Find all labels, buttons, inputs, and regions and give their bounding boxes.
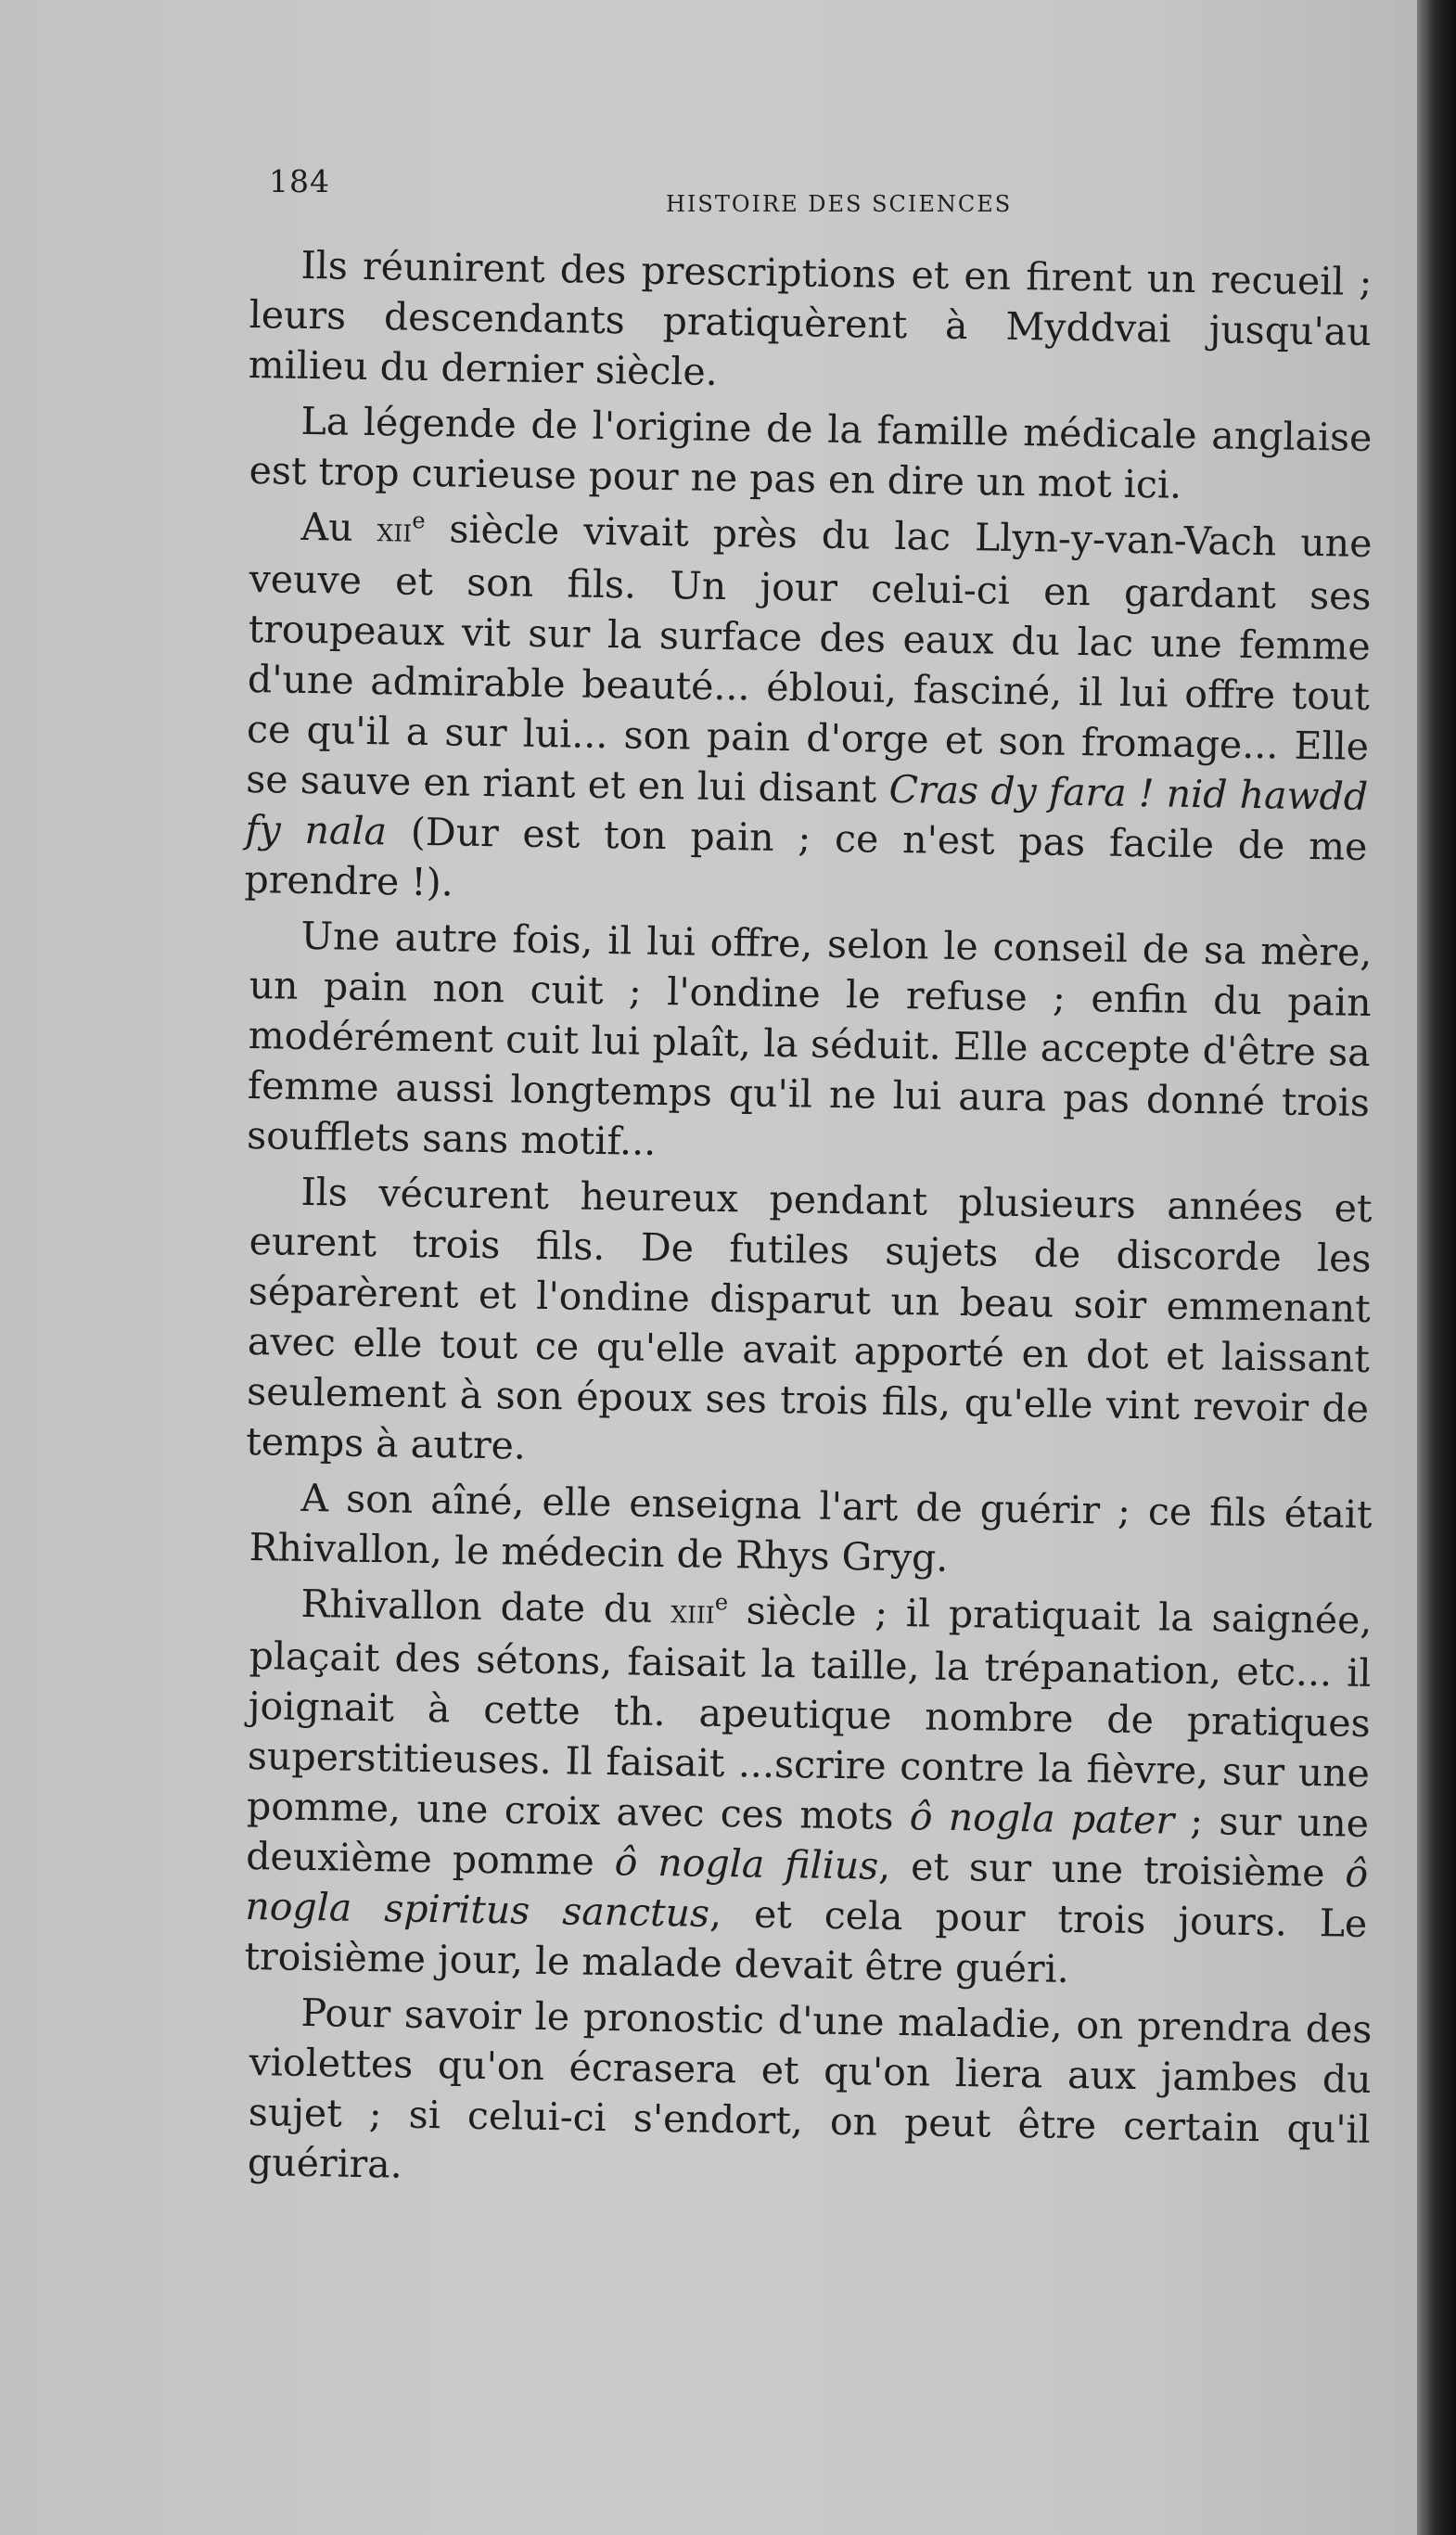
paragraph-7-text: ; sur une deuxième pomme	[245, 1798, 1370, 1885]
paragraph-7	[244, 1578, 1373, 1999]
book-spine-shadow	[1417, 0, 1456, 2535]
paragraph-7-text: , et cela pour trois jours. Le troisième jour, le malade devait être guéri.	[244, 1890, 1368, 1991]
paragraph-7-text: , et sur une troisième	[877, 1843, 1346, 1896]
paragraph-8: Pour savoir le pronostic d'une maladie, on prendra des violettes qu'on écrasera et qu'on liera aux jambes du sujet ; si celui-ci s'endort, on peut être certain qu'il guérira.	[247, 1990, 1373, 2187]
paragraph-2: La légende de l'origine de la famille médicale anglaise est trop curieuse pour ne pas en dire un mot ici.	[249, 398, 1373, 507]
century-numeral: xiii	[670, 1593, 716, 1632]
paragraph-7-text: siècle ; il pratiquait la saignée, plaçait des sétons, faisait la taille, la trépanation, etc... il joignait à cette th. apeutique nombre de pratiques superstitieuses. Il faisait ...scrire contre la fièvre, sur une pomme, une croix avec ces mots	[246, 1588, 1373, 1839]
running-title: HISTOIRE DES SCIENCES	[666, 191, 1013, 217]
paragraph-5: Ils vécurent heureux pendant plusieurs années et eurent trois fils. De futiles sujets de discorde les séparèrent et l'ondine disparut un beau soir emmenant avec elle tout ce qu'elle avait apporté en dot et laissant seulement à son époux ses trois fils, qu'elle vint revoir de temps à autre.	[245, 1169, 1373, 1468]
latin-phrase-spiritus: ô nogla spiritus sanctus	[245, 1850, 1369, 1936]
paragraph-3-lead: Au	[300, 504, 377, 551]
paragraph-3-text: siècle vivait près du lac Llyn-y-van-Vach une veuve et son fils. Un jour celui-ci en gardant ses troupeaux vit sur la surface des eaux du lac une femme d'une admirable beauté... ébloui, fasciné, il lui offre tout ce qu'il a sur lui... son pain d'orge et son fromage... Elle se sauve en riant et en lui disant	[245, 506, 1373, 812]
welsh-quote: Cras dy fara ! nid hawdd fy nala	[245, 766, 1369, 854]
paragraph-4: Une autre fois, il lui offre, selon le conseil de sa mère, un pain non cuit ; l'ondine le refuse ; enfin du pain modérément cuit lui plaît, la séduit. Elle accepte d'être sa femme aussi longtemps qu'il ne lui aura pas donné trois soufflets sans motif...	[246, 913, 1373, 1164]
paragraph-3-translation: (Dur est ton pain ; ce n'est pas facile de me prendre !).	[244, 809, 1368, 905]
latin-phrase-filius: ô nogla filius	[614, 1839, 879, 1888]
century-numeral: xii	[377, 511, 413, 550]
latin-phrase-pater: ô nogla pater	[909, 1794, 1175, 1843]
page-number: 184	[269, 163, 330, 199]
body-text	[244, 239, 1373, 2193]
paragraph-6: A son aîné, elle enseigna l'art de guérir ; ce fils était Rhivallon, le médecin de Rhys Gryg.	[249, 1475, 1373, 1581]
paragraph-1: Ils réunirent des prescriptions et en firent un recueil ; leurs descendants pratiquèrent à Myddvai jusqu'au milieu du dernier siècle.	[248, 242, 1373, 394]
paragraph-7-lead: Rhivallon date du	[300, 1581, 671, 1632]
page-header	[269, 163, 1382, 219]
paragraph-3	[244, 501, 1373, 922]
century-superscript: e	[714, 1589, 729, 1616]
century-superscript: e	[412, 507, 426, 534]
